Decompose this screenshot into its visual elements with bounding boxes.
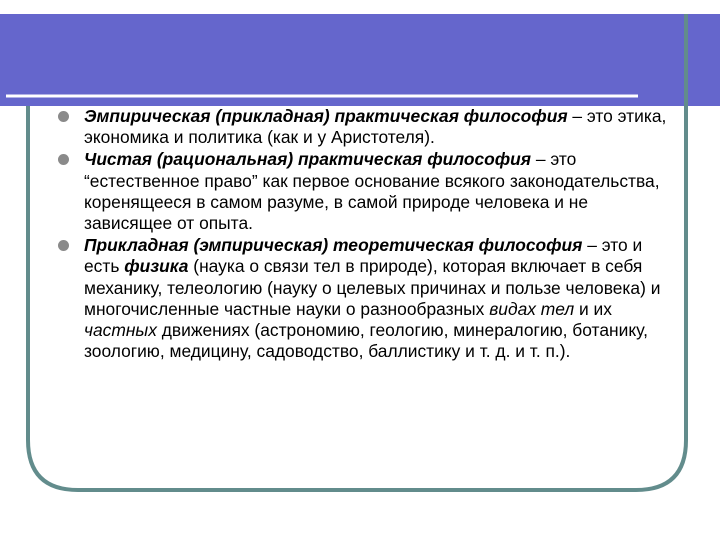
bullet-item <box>58 149 670 234</box>
bullet-dot-icon <box>58 154 69 165</box>
bullet-lead: Чистая (рациональная) практическая философия <box>84 149 532 170</box>
bullet-emphasis: частных <box>84 320 157 341</box>
header-banner <box>0 14 720 106</box>
bullet-lead: Прикладная (эмпирическая) теоретическая философия <box>84 235 583 256</box>
bullet-text: – это этика, экономика и политика (как и у Аристотеля). <box>84 106 667 148</box>
bullet-dot-icon <box>58 240 69 251</box>
bullet-text: и их <box>574 298 612 319</box>
bullet-list <box>58 106 670 362</box>
bullet-item <box>58 106 670 148</box>
bullet-text: движениях (астрономию, геологию, минералогию, ботанику, зоологию, медицину, садоводство, баллистику и т. д. и т. п.). <box>84 320 648 362</box>
bullet-dot-icon <box>58 111 69 122</box>
bullet-emphasis: физика <box>124 256 189 277</box>
bullet-text: – это и есть <box>84 235 643 277</box>
bullet-text: – это “естественное право” как первое основание всякого законодательства, коренящееся в самом разуме, в самой природе человека и не зависящее от опыта. <box>84 149 660 234</box>
bullet-lead: Эмпирическая (прикладная) практическая философия <box>84 106 568 126</box>
bullet-emphasis: видах тел <box>489 298 575 319</box>
bullet-text: (наука о связи тел в природе), которая включает в себя механику, телеологию (науку о целевых причинах и пользе человека) и многочисленные частные науки о разнообразных <box>84 256 661 319</box>
bullet-item <box>58 235 670 362</box>
